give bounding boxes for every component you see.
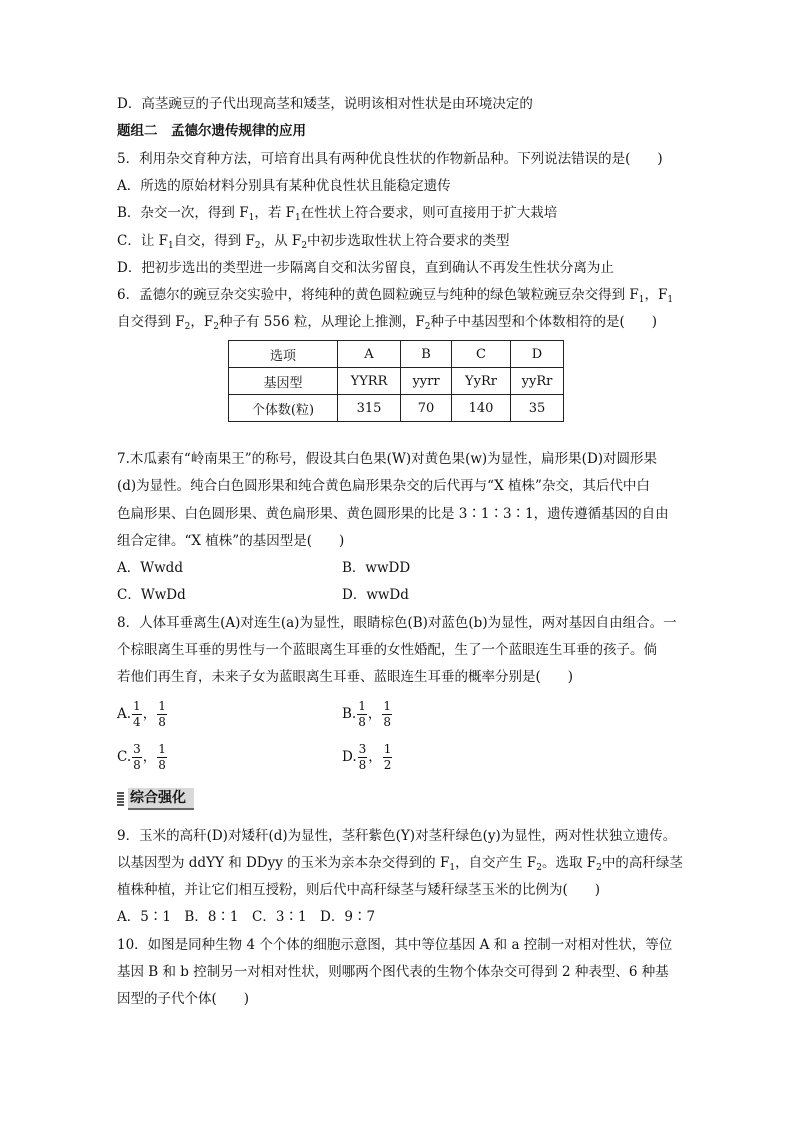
q5-stem: 5．利用杂交育种方法，可培育出具有两种优良性状的作物新品种。下列说法错误的是( ) bbox=[117, 151, 663, 167]
numerator: 1 bbox=[358, 699, 366, 713]
q5-option-d: D．把初步选出的类型进一步隔离自交和汰劣留良，直到确认不再发生性状分离为止 bbox=[117, 260, 614, 276]
numerator: 3 bbox=[133, 742, 141, 756]
denominator: 8 bbox=[158, 758, 166, 772]
section-title: 综合强化 bbox=[128, 788, 194, 810]
subscript: 2 bbox=[424, 322, 431, 332]
denominator: 8 bbox=[383, 715, 391, 729]
q4-option-d: D．高茎豌豆的子代出现高茎和矮茎，说明该相对性状是由环境决定的 bbox=[117, 96, 533, 112]
subscript: 2 bbox=[596, 863, 602, 873]
section-heading bbox=[117, 789, 194, 809]
table-cell: 35 bbox=[511, 395, 564, 422]
numerator: 1 bbox=[158, 742, 166, 756]
text: C．让 F bbox=[117, 233, 168, 249]
q9-line-1: 9．玉米的高秆(D)对矮秆(d)为显性，茎秆紫色(Y)对茎秆绿色(y)为显性，两对性状独立遗传。 bbox=[117, 828, 677, 844]
table-cell: 个体数(粒) bbox=[229, 395, 338, 422]
subscript: 2 bbox=[184, 322, 191, 332]
text: ，F bbox=[190, 314, 214, 330]
text: 中初步选取性状上符合要求的类型 bbox=[307, 233, 510, 249]
fraction bbox=[157, 742, 167, 773]
table-cell: YYRR bbox=[338, 368, 401, 395]
subscript: 1 bbox=[449, 863, 456, 873]
numerator: 1 bbox=[383, 699, 391, 713]
subscript: 1 bbox=[168, 241, 174, 251]
denominator: 8 bbox=[133, 758, 141, 772]
fraction bbox=[132, 742, 142, 773]
text: 种子中基因型和个体数相符的是( ) bbox=[430, 314, 658, 330]
option-label: A. bbox=[117, 706, 132, 722]
q6-line-1 bbox=[117, 285, 673, 305]
denominator: 8 bbox=[358, 715, 366, 729]
separator: ， bbox=[368, 749, 382, 765]
numerator: 1 bbox=[158, 699, 166, 713]
separator: ， bbox=[367, 706, 382, 722]
subscript: 2 bbox=[536, 863, 542, 873]
numerator: 1 bbox=[133, 699, 141, 713]
table-row bbox=[229, 368, 564, 395]
q8-line-2: 个棕眼离生耳垂的男性与一个蓝眼离生耳垂的女性婚配，生了一个蓝眼连生耳垂的孩子。倘 bbox=[117, 642, 657, 658]
q5-option-b bbox=[117, 203, 557, 223]
subscript: 1 bbox=[667, 295, 674, 305]
subscript: 1 bbox=[248, 213, 255, 223]
subscript: 2 bbox=[301, 241, 308, 251]
subscript: 2 bbox=[254, 241, 261, 251]
subscript: 1 bbox=[295, 213, 301, 223]
text: 。选取 F bbox=[541, 855, 597, 871]
q8-line-3: 若他们再生育，未来子女为蓝眼离生耳垂、蓝眼连生耳垂的概率分别是( ) bbox=[117, 669, 574, 685]
text: 中的高秆绿茎 bbox=[601, 855, 683, 871]
q10-line-3: 因型的子代个体( ) bbox=[117, 991, 250, 1007]
table-cell: 70 bbox=[401, 395, 452, 422]
text: 6．孟德尔的豌豆杂交实验中，将纯种的黄色圆粒豌豆与纯种的绿色皱粒豌豆杂交得到 F bbox=[117, 287, 639, 303]
table-cell: yyrr bbox=[401, 368, 452, 395]
denominator: 8 bbox=[358, 758, 367, 772]
text: ，从 F bbox=[260, 233, 302, 249]
q10-line-2: 基因 B 和 b 控制另一对相对性状，则哪两个图代表的生物个体杂交可得到 2 种表型、6 种基 bbox=[117, 964, 669, 980]
text: ，F bbox=[644, 287, 668, 303]
q8-option-d bbox=[342, 740, 393, 774]
q9-options: A．5∶1 B．8∶1 C．3∶1 D．9∶7 bbox=[117, 909, 376, 925]
table-cell: 140 bbox=[452, 395, 511, 422]
text: B．杂交一次，得到 F bbox=[117, 205, 249, 221]
genotype-table bbox=[228, 340, 564, 422]
q8-option-a bbox=[117, 697, 168, 731]
table-cell: A bbox=[338, 341, 401, 368]
table-cell: yyRr bbox=[511, 368, 564, 395]
fraction bbox=[132, 699, 142, 730]
text: 自交得到 F bbox=[117, 314, 185, 330]
q7-option-c: C．WwDd bbox=[117, 587, 186, 603]
q7-line-2: (d)为显性。纯合白色圆形果和纯合黄色扁形果杂交的后代再与“X 植株”杂交，其后代中白 bbox=[117, 478, 650, 494]
denominator: 8 bbox=[158, 715, 166, 729]
q6-line-2 bbox=[117, 312, 657, 332]
numerator: 3 bbox=[358, 742, 367, 756]
text: 自交，得到 F bbox=[173, 233, 255, 249]
option-label: D. bbox=[342, 749, 357, 765]
q5-option-a: A．所选的原始材料分别具有某种优良性状且能稳定遗传 bbox=[117, 178, 451, 194]
table-cell: 基因型 bbox=[229, 368, 338, 395]
subscript: 1 bbox=[638, 295, 645, 305]
q9-line-3: 植株种植，并让它们相互授粉，则后代中高秆绿茎与矮秆绿茎玉米的比例为( ) bbox=[117, 882, 601, 898]
table-row bbox=[229, 395, 564, 422]
subscript: 2 bbox=[213, 322, 220, 332]
fraction bbox=[383, 742, 393, 773]
option-label: B. bbox=[342, 706, 357, 722]
q7-line-4: 组合定律。“X 植株”的基因型是( ) bbox=[117, 533, 345, 549]
fraction bbox=[358, 742, 368, 773]
table-cell: C bbox=[452, 341, 511, 368]
q7-option-b: B．wwDD bbox=[342, 560, 411, 576]
q8-option-b bbox=[342, 697, 393, 731]
separator: ， bbox=[142, 706, 157, 722]
q7-line-3: 色扁形果、白色圆形果、黄色扁形果、黄色圆形果的比是 3∶1∶3∶1，遗传遵循基因的自由 bbox=[117, 506, 669, 522]
text: 种子有 556 粒，从理论上推测，F bbox=[219, 314, 425, 330]
section-marker-icon bbox=[117, 792, 124, 806]
denominator: 4 bbox=[133, 715, 141, 729]
table-cell: 315 bbox=[338, 395, 401, 422]
numerator: 1 bbox=[383, 742, 392, 756]
q7-line-1: 7.木瓜素有“岭南果王”的称号，假设其白色果(W)对黄色果(w)为显性，扁形果(D)对圆形果 bbox=[117, 451, 658, 467]
table-cell: B bbox=[401, 341, 452, 368]
table-cell: D bbox=[511, 341, 564, 368]
table-header-row bbox=[229, 341, 564, 368]
fraction bbox=[357, 699, 367, 730]
table-cell: YyRr bbox=[452, 368, 511, 395]
denominator: 2 bbox=[383, 758, 392, 772]
q9-line-2 bbox=[117, 853, 683, 873]
separator: ， bbox=[142, 749, 157, 765]
fraction bbox=[382, 699, 392, 730]
table-cell: 选项 bbox=[229, 341, 338, 368]
text: ，若 F bbox=[254, 205, 295, 221]
q8-option-c bbox=[117, 740, 168, 774]
group-2-heading: 题组二 孟德尔遗传规律的应用 bbox=[117, 123, 306, 139]
option-label: C. bbox=[117, 749, 132, 765]
text: ，自交产生 F bbox=[455, 855, 537, 871]
text: 以基因型为 ddYY 和 DDyy 的玉米为亲本杂交得到的 F bbox=[117, 855, 450, 871]
q7-option-a: A．Wwdd bbox=[117, 560, 183, 576]
q7-option-d: D．wwDd bbox=[342, 587, 409, 603]
q8-line-1: 8．人体耳垂离生(A)对连生(a)为显性，眼睛棕色(B)对蓝色(b)为显性，两对基因自由组合。一 bbox=[117, 615, 677, 631]
q5-option-c bbox=[117, 231, 510, 251]
fraction bbox=[157, 699, 167, 730]
q10-line-1: 10．如图是同种生物 4 个个体的细胞示意图，其中等位基因 A 和 a 控制一对相对性状，等位 bbox=[117, 937, 673, 953]
text: 在性状上符合要求，则可直接用于扩大栽培 bbox=[300, 205, 558, 221]
